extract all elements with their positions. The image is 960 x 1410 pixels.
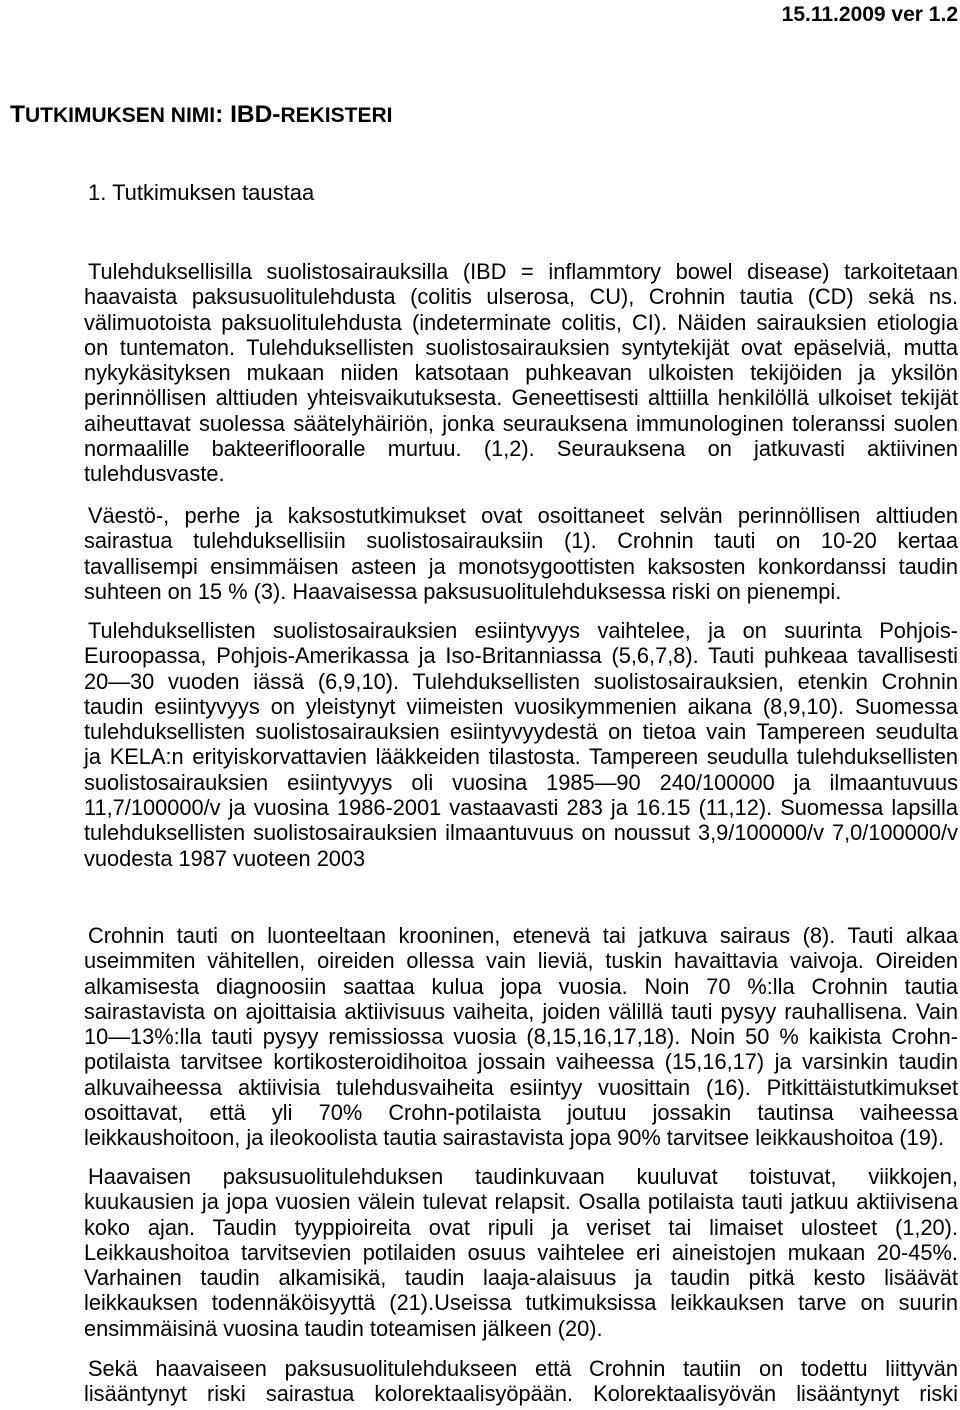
- text-line: suhteen on 15 % (3). Haavaisessa paksusuolitulehduksessa riski on pienempi.: [84, 578, 842, 604]
- paragraph-prevalence: [84, 618, 958, 871]
- text-line: leikkaushoitoon, ja ileokoolista tautia sairastavista jopa 90% tarvitsee leikkaushoitoa (19).: [84, 1125, 945, 1151]
- text-line: normaalille bakteeriflooralle murtuu. (1,2). Seurauksena on jatkuvasti aktiivinen: [84, 436, 958, 462]
- text-line: ensimmäisinä vuosina taudin toteamisen jälkeen (20).: [84, 1315, 603, 1341]
- text-line: 11,7/100000/v ja vuosina 1986-2001 vastaavasti 283 ja 16.15 (11,12). Suomessa lapsilla: [84, 795, 958, 821]
- text-line: tulehduksellisten suolistosairauksien esiintyvyydestä on tietoa vain Tampereen seudulta: [84, 719, 958, 745]
- text-line: Varhainen taudin alkamisikä, taudin laaja-alaisuus ja taudin pitkä kesto lisäävät: [84, 1265, 958, 1291]
- study-title: [10, 100, 392, 133]
- text-line: Crohnin tauti on luonteeltaan krooninen, etenevä tai jatkuva sairaus (8). Tauti alkaa: [88, 923, 958, 948]
- text-line: Sekä haavaiseen paksusuolitulehdukseen että Crohnin tautiin on todettu liittyvän: [88, 1356, 958, 1381]
- text-line: alkamisesta diagnoosiin saattaa kulua jopa vuosia. Noin 70 %:lla Crohnin tautia: [84, 973, 958, 999]
- text-line: vuodesta 1987 vuoteen 2003: [84, 845, 366, 871]
- text-line: Tulehduksellisilla suolistosairauksilla (IBD = inflammtory bowel disease) tarkoitetaan: [88, 259, 958, 284]
- paragraph-ulcerative-colitis: [84, 1164, 958, 1341]
- text-line: suolistosairauksien esiintyvyys oli vuosina 1985—90 240/100000 ja ilmaantuvuus: [84, 769, 958, 795]
- text-line: koko ajan. Taudin tyyppioireita ovat ripuli ja veriset tai limaiset ulosteet (1,20).: [84, 1214, 958, 1240]
- text-line: ja KELA:n erityiskorvattavien lääkkeiden tilastosta. Tampereen seudulla tulehduksellisten: [84, 744, 958, 770]
- text-line: nykykäsityksen mukaan niiden katsotaan puhkeavan ulkoisten tekijöiden ja yksilön: [84, 360, 958, 386]
- text-line: aiheuttavat suolessa säätelyhäiriön, jonka seurauksena immunologinen toleranssi suolen: [84, 410, 958, 436]
- text-line: Leikkaushoitoa tarvitsevien potilaiden osuus vaihtelee eri aineistojen mukaan 20-45%.: [84, 1239, 958, 1265]
- text-line: perinnöllisen alttiuden yhteisvaikutuksesta. Geneettisesti alttiilla henkilöllä ulkoiset tekijät: [84, 385, 958, 411]
- paragraph-cancer-risk: [84, 1356, 958, 1407]
- text-line: 20—30 vuoden iässä (6,9,10). Tulehduksellisten suolistosairauksien, etenkin Crohnin: [84, 668, 958, 694]
- title-small-caps: UTKIMUKSEN NIMI: [24, 104, 216, 127]
- text-line: osoittavat, että yli 70% Crohn-potilaista joutuu jossakin tautinsa vaiheessa: [84, 1100, 958, 1126]
- section-heading: 1. Tutkimuksen taustaa: [88, 180, 315, 205]
- text-line: 10—13%:lla tauti pysyy remissiossa vuosia (8,15,16,17,18). Noin 50 % kaikista Crohn-: [84, 1024, 958, 1050]
- paragraph-crohn: [84, 923, 958, 1151]
- text-line: potilaista tarvitsee kortikosteroidihoitoa jossain vaiheessa (15,16,17) ja varsinkin taudin: [84, 1049, 958, 1075]
- paragraph-heredity: [84, 503, 958, 604]
- text-line: Tulehduksellisten suolistosairauksien esiintyvyys vaihtelee, ja on suurinta Pohjois-: [88, 618, 958, 643]
- text-line: Haavaisen paksusuolitulehduksen taudinkuvaan kuuluvat toistuvat, viikkojen,: [88, 1164, 958, 1189]
- version-date: 15.11.2009 ver 1.2: [781, 3, 958, 26]
- text-line: leikkauksen todennäköisyyttä (21).Useissa tutkimuksissa leikkauksen tarve on suurin: [84, 1290, 958, 1316]
- text-line: tavallisempi ensimmäisen asteen ja monotsygoottisten kaksosten konkordanssi taudin: [84, 553, 958, 579]
- text-line: useimmiten vähitellen, oireiden ollessa vain lieviä, tuskin havaittavia vaivoja. Oireiden: [84, 948, 958, 974]
- text-line: tulehduksellisten suolistosairauksien ilmaantuvuus on noussut 3,9/100000/v 7,0/100000/v: [84, 820, 958, 846]
- text-line: välimuotoista paksuolitulehdusta (indeterminate colitis, CI). Näiden sairauksien etiologia: [84, 309, 958, 335]
- text-line: Väestö-, perhe ja kaksostutkimukset ovat osoittaneet selvän perinnöllisen alttiuden: [88, 503, 958, 528]
- text-line: sairastua tulehduksellisiin suolistosairauksiin (1). Crohnin tauti on 10-20 kertaa: [84, 528, 958, 554]
- title-initial: T: [10, 101, 25, 128]
- text-line: sairastavista on ajoittaisia aktiivisuus vaiheita, joiden välillä tauti pysyy rauhallisena. Vain: [84, 998, 958, 1024]
- text-line: tulehdusvaste.: [84, 461, 225, 487]
- text-line: lisääntynyt riski sairastua kolorektaalisyöpään. Kolorektaalisyövän lisääntynyt riski: [84, 1381, 958, 1407]
- text-line: Euroopassa, Pohjois-Amerikassa ja Iso-Britanniassa (5,6,7,8). Tauti puhkeaa tavallisesti: [84, 643, 958, 669]
- title-abbreviation: : IBD-: [215, 101, 281, 128]
- text-line: taudin esiintyvyys on yleistynyt viimeisten vuosikymmenien aikana (8,9,10). Suomessa: [84, 693, 958, 719]
- text-line: haavaista paksusuolitulehdusta (colitis ulserosa, CU), Crohnin tautia (CD) sekä ns.: [84, 284, 958, 310]
- text-line: alkuvaiheessa aktiivisia tulehdusvaiheita esiintyy vuosittain (16). Pitkittäistutkimukset: [84, 1074, 958, 1100]
- paragraph-background: [84, 259, 958, 487]
- text-line: on tuntematon. Tulehduksellisten suolistosairauksien syntytekijät ovat epäselviä, mutta: [84, 334, 958, 360]
- text-line: kuukausien ja jopa vuosien välein tulevat relapsit. Osalla potilaista tauti jatkuu aktiivisena: [84, 1189, 958, 1215]
- title-small-caps: REKISTERI: [280, 104, 393, 127]
